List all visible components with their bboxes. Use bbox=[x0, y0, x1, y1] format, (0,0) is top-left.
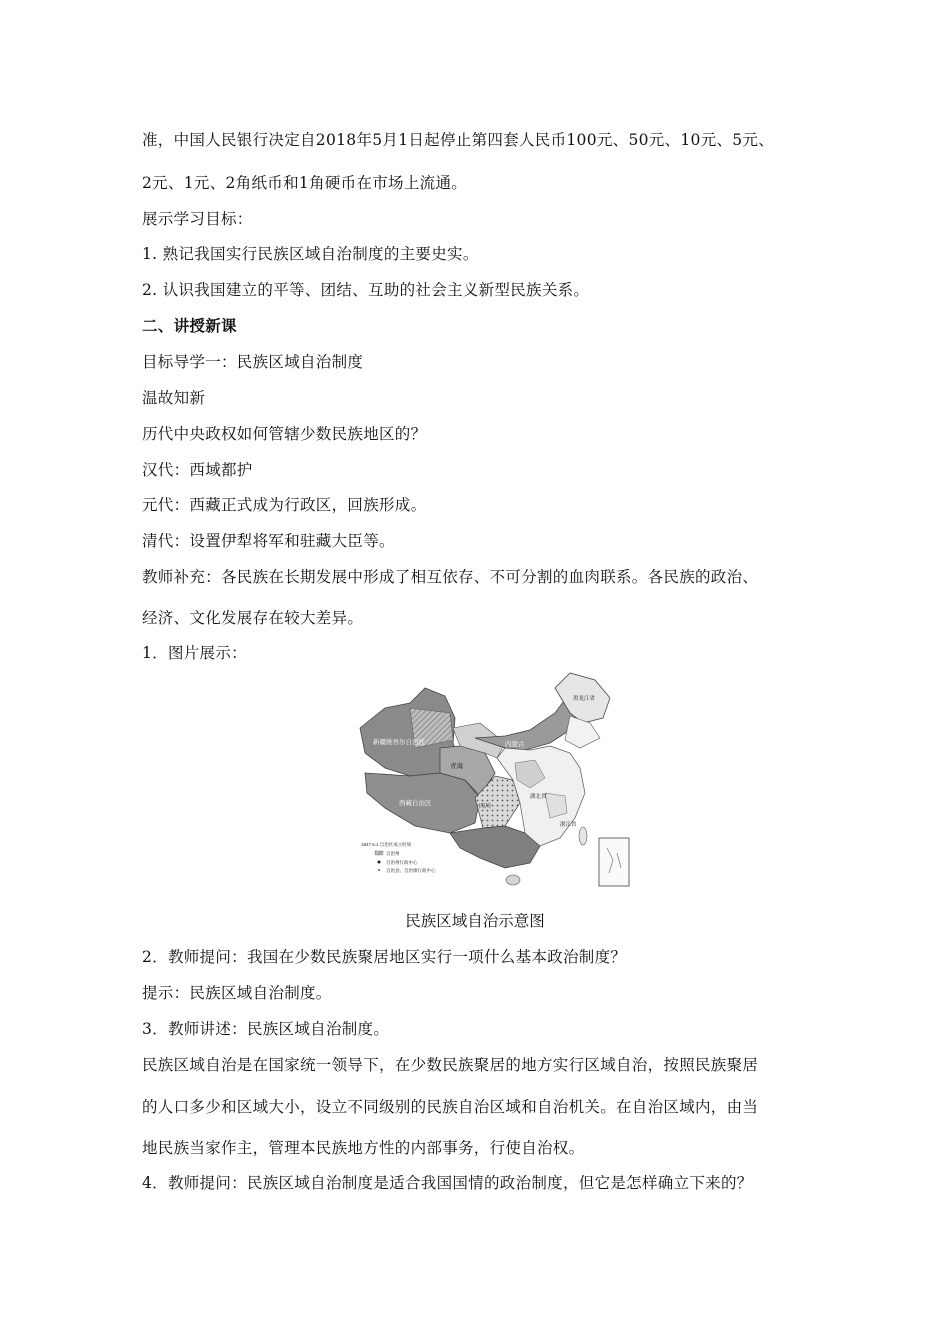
paragraph: 温故知新 bbox=[142, 389, 206, 407]
paragraph: 的人口多少和区域大小，设立不同级别的民族自治区域和自治机关。在自治区域内，由当 bbox=[142, 1098, 759, 1116]
map-label: 青海 bbox=[450, 763, 463, 770]
svg-text:1947.5.1 自治区成立时间: 1947.5.1 自治区成立时间 bbox=[361, 842, 412, 847]
china-autonomous-regions-map bbox=[355, 668, 635, 894]
paragraph: 历代中央政权如何管辖少数民族地区的？ bbox=[142, 425, 427, 443]
svg-text:自治州行政中心: 自治州行政中心 bbox=[386, 860, 418, 865]
paragraph: 汉代：西域都护 bbox=[142, 461, 253, 479]
map-label: 新疆维吾尔自治区 bbox=[373, 739, 425, 746]
paragraph: 地民族当家作主，管理本民族地方性的内部事务，行使自治权。 bbox=[142, 1139, 585, 1157]
map-label: 内蒙古 bbox=[505, 741, 525, 748]
paragraph: 2．教师提问：我国在少数民族聚居地区实行一项什么基本政治制度？ bbox=[142, 948, 627, 966]
list-item: 1. 熟记我国实行民族区域自治制度的主要史实。 bbox=[142, 245, 479, 263]
svg-text:自治州: 自治州 bbox=[386, 851, 400, 856]
section-heading: 二、讲授新课 bbox=[142, 316, 237, 335]
paragraph: 展示学习目标： bbox=[142, 210, 253, 228]
paragraph: 清代：设置伊犁将军和驻藏大臣等。 bbox=[142, 532, 395, 550]
map-label: 黑龙江省 bbox=[573, 696, 596, 702]
paragraph: 提示：民族区域自治制度。 bbox=[142, 984, 332, 1002]
paragraph: 准，中国人民银行决定自2018年5月1日起停止第四套人民币100元、50元、10元、5元、 bbox=[142, 131, 775, 149]
map-label: 湖北省 bbox=[530, 794, 547, 800]
paragraph: 经济、文化发展存在较大差异。 bbox=[142, 609, 364, 627]
paragraph: 目标导学一：民族区域自治制度 bbox=[142, 353, 364, 371]
map-label: 浙江省 bbox=[560, 822, 577, 828]
paragraph: 教师补充：各民族在长期发展中形成了相互依存、不可分割的血肉联系。各民族的政治、 bbox=[142, 568, 759, 586]
map-label: 西藏自治区 bbox=[399, 800, 432, 807]
paragraph: 元代：西藏正式成为行政区，回族形成。 bbox=[142, 496, 427, 514]
paragraph: 2元、1元、2角纸币和1角硬币在市场上流通。 bbox=[142, 174, 468, 192]
paragraph: 4．教师提问：民族区域自治制度是适合我国国情的政治制度，但它是怎样确立下来的？ bbox=[142, 1174, 753, 1192]
paragraph: 3．教师讲述：民族区域自治制度。 bbox=[142, 1020, 390, 1038]
svg-text:自治县、自治旗行政中心: 自治县、自治旗行政中心 bbox=[386, 868, 436, 873]
map-label: 四川 bbox=[479, 804, 492, 810]
paragraph: 1．图片展示： bbox=[142, 644, 247, 662]
list-item: 2. 认识我国建立的平等、团结、互助的社会主义新型民族关系。 bbox=[142, 281, 590, 299]
map-legend bbox=[361, 841, 436, 874]
paragraph: 民族区域自治是在国家统一领导下，在少数民族聚居的地方实行区域自治，按照民族聚居 bbox=[142, 1056, 759, 1074]
figure-caption: 民族区域自治示意图 bbox=[405, 912, 545, 930]
